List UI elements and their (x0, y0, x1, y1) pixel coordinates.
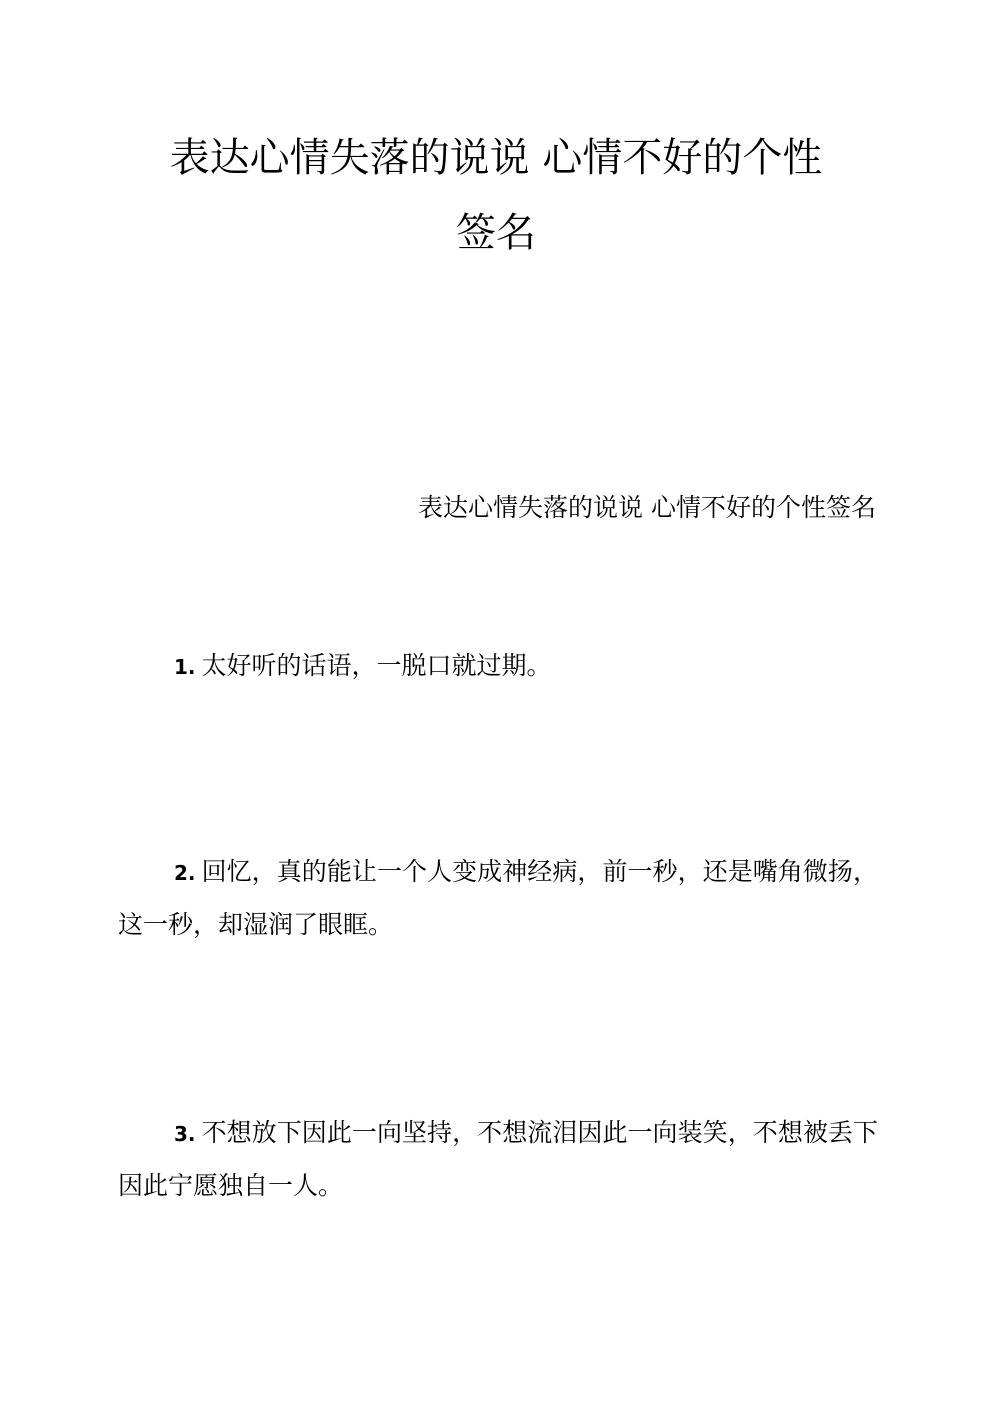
list-item (118, 640, 878, 693)
list-item-text: 不想放下因此一向坚持，不想流泪因此一向装笑，不想被丢下因此宁愿独自一人。 (118, 1118, 878, 1200)
list-item-text: 回忆，真的能让一个人变成神经病，前一秒，还是嘴角微扬，这一秒，却湿润了眼眶。 (118, 857, 878, 939)
list-item (118, 846, 878, 951)
list-item (118, 1107, 878, 1212)
list-item-number: 3. (174, 1122, 196, 1146)
list-item-text: 太好听的话语，一脱口就过期。 (201, 651, 552, 680)
list-item-number: 2. (174, 861, 196, 885)
document-title-line1: 表达心情失落的说说 心情不好的个性 (169, 135, 823, 181)
document-subtitle: 表达心情失落的说说 心情不好的个性签名 (418, 493, 876, 522)
list-item-number: 1. (174, 655, 196, 679)
document-title-line2: 签名 (456, 210, 536, 256)
